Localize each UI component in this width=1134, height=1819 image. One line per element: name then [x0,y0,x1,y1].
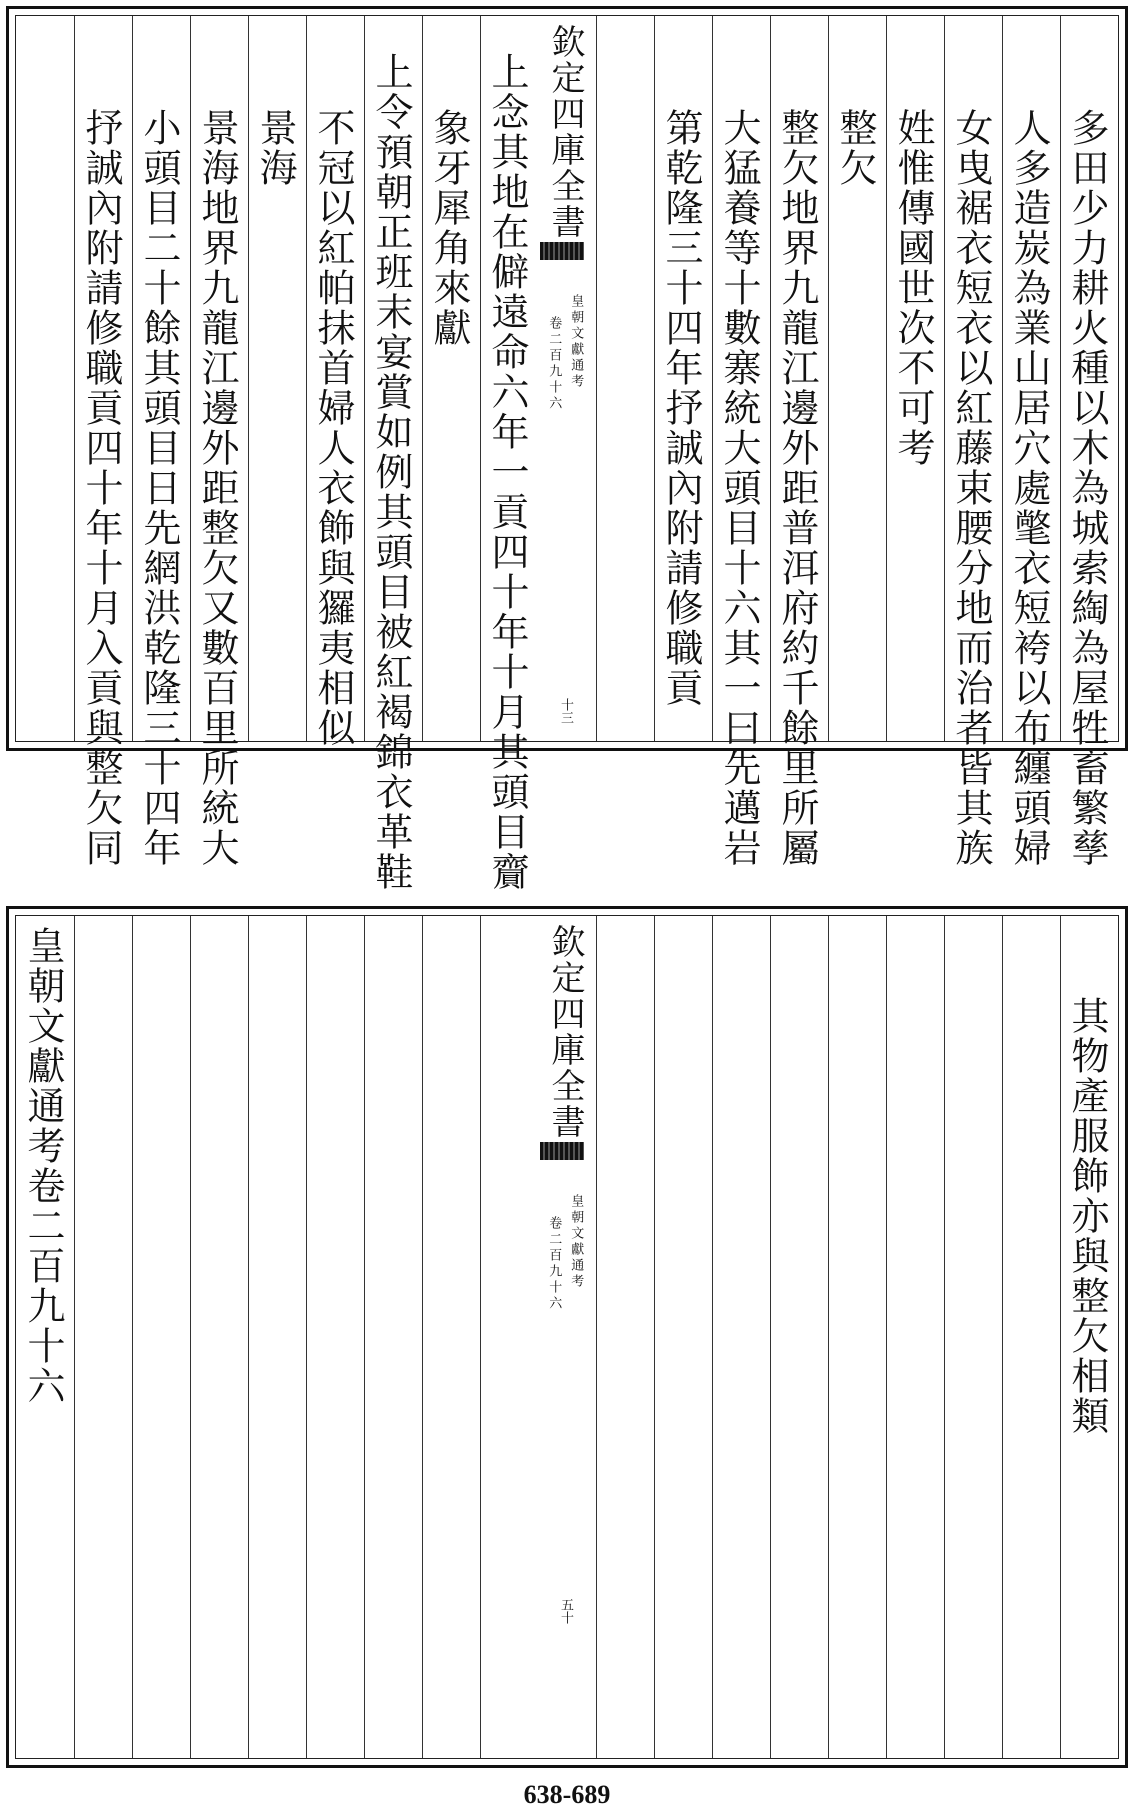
text-column: 多田少力耕火種以木為城索綯為屋牲畜繁孳 [1065,108,1109,868]
column-rule [654,16,655,741]
column-rule [190,916,191,1758]
column-rule [306,916,307,1758]
column-rule [248,16,249,741]
column-rule [306,16,307,741]
page-frame [15,915,1119,1759]
column-rule [1002,16,1003,741]
column-rule [770,16,771,741]
column-rule [190,16,191,741]
column-rule [364,916,365,1758]
gutter-volume: 卷二百九十六 [546,316,562,412]
column-rule [422,916,423,1758]
column-rule [712,916,713,1758]
column-rule [828,16,829,741]
section-heading: 景海 [253,108,297,188]
column-rule [944,916,945,1758]
gutter-book-name: 皇朝文獻通考 [568,1194,584,1290]
column-rule [828,916,829,1758]
gutter-book-name: 皇朝文獻通考 [568,294,584,390]
text-column: 小頭目二十餘其頭目日先網洪乾隆三十四年 [137,108,181,868]
column-rule [1002,916,1003,1758]
column-rule [132,916,133,1758]
gutter-page-number: 五十 [558,1598,573,1624]
column-rule [480,916,481,1758]
column-rule [886,16,887,741]
text-column: 不冠以紅帕抹首婦人衣飾與玀夷相似 [311,108,355,748]
gutter-volume: 卷二百九十六 [546,1216,562,1312]
text-column: 景海地界九龍江邊外距整欠又數百里所統大 [195,108,239,868]
column-rule [654,916,655,1758]
column-rule [596,916,597,1758]
text-column: 人多造炭為業山居穴處氅衣短袴以布纏頭婦 [1007,108,1051,868]
volume-end-title: 皇朝文獻通考卷二百九十六 [21,926,65,1406]
column-rule [770,916,771,1758]
column-rule [886,916,887,1758]
column-rule [132,16,133,741]
page-frame [15,15,1119,892]
gutter-title: 欽定四庫全書 [545,24,585,240]
column-rule [74,16,75,741]
text-column-elevated: 上令預朝正班末宴賞如例其頭目被紅褐錦衣革鞋 [369,52,413,892]
fish-tail-mark [540,242,584,260]
gutter-page-number: 十三 [558,698,573,724]
page-sheet-bottom [6,906,1128,1768]
column-rule [712,16,713,741]
column-rule [596,16,597,741]
text-column: 抒誠內附請修職貢四十年十月入貢與整欠同 [79,108,123,868]
column-rule [1060,916,1061,1758]
text-column: 大猛養等十數寨統大頭目十六其一曰先邁岩 [717,108,761,868]
column-rule [364,16,365,741]
column-rule [422,16,423,741]
column-rule [944,16,945,741]
gutter-title: 欽定四庫全書 [545,924,585,1140]
text-column: 第乾隆三十四年抒誠內附請修職貢 [659,108,703,708]
page-sheet-top [6,6,1128,892]
column-rule [248,916,249,1758]
column-rule [1060,16,1061,741]
column-rule [74,916,75,1758]
text-column: 其物產服飾亦與整欠相類 [1065,996,1109,1436]
text-column: 整欠地界九龍江邊外距普洱府約千餘里所屬 [775,108,819,868]
text-column-elevated: 上念其地在僻遠命六年一貢四十年十月其頭目齎 [485,52,529,892]
text-column: 女曳裾衣短衣以紅藤束腰分地而治者皆其族 [949,108,993,868]
text-column: 象牙犀角來獻 [427,108,471,348]
page-footer-number: 638-689 [523,1780,611,1809]
section-heading: 整欠 [833,108,877,188]
text-column: 姓惟傳國世次不可考 [891,108,935,468]
fish-tail-mark [540,1142,584,1160]
column-rule [480,16,481,741]
